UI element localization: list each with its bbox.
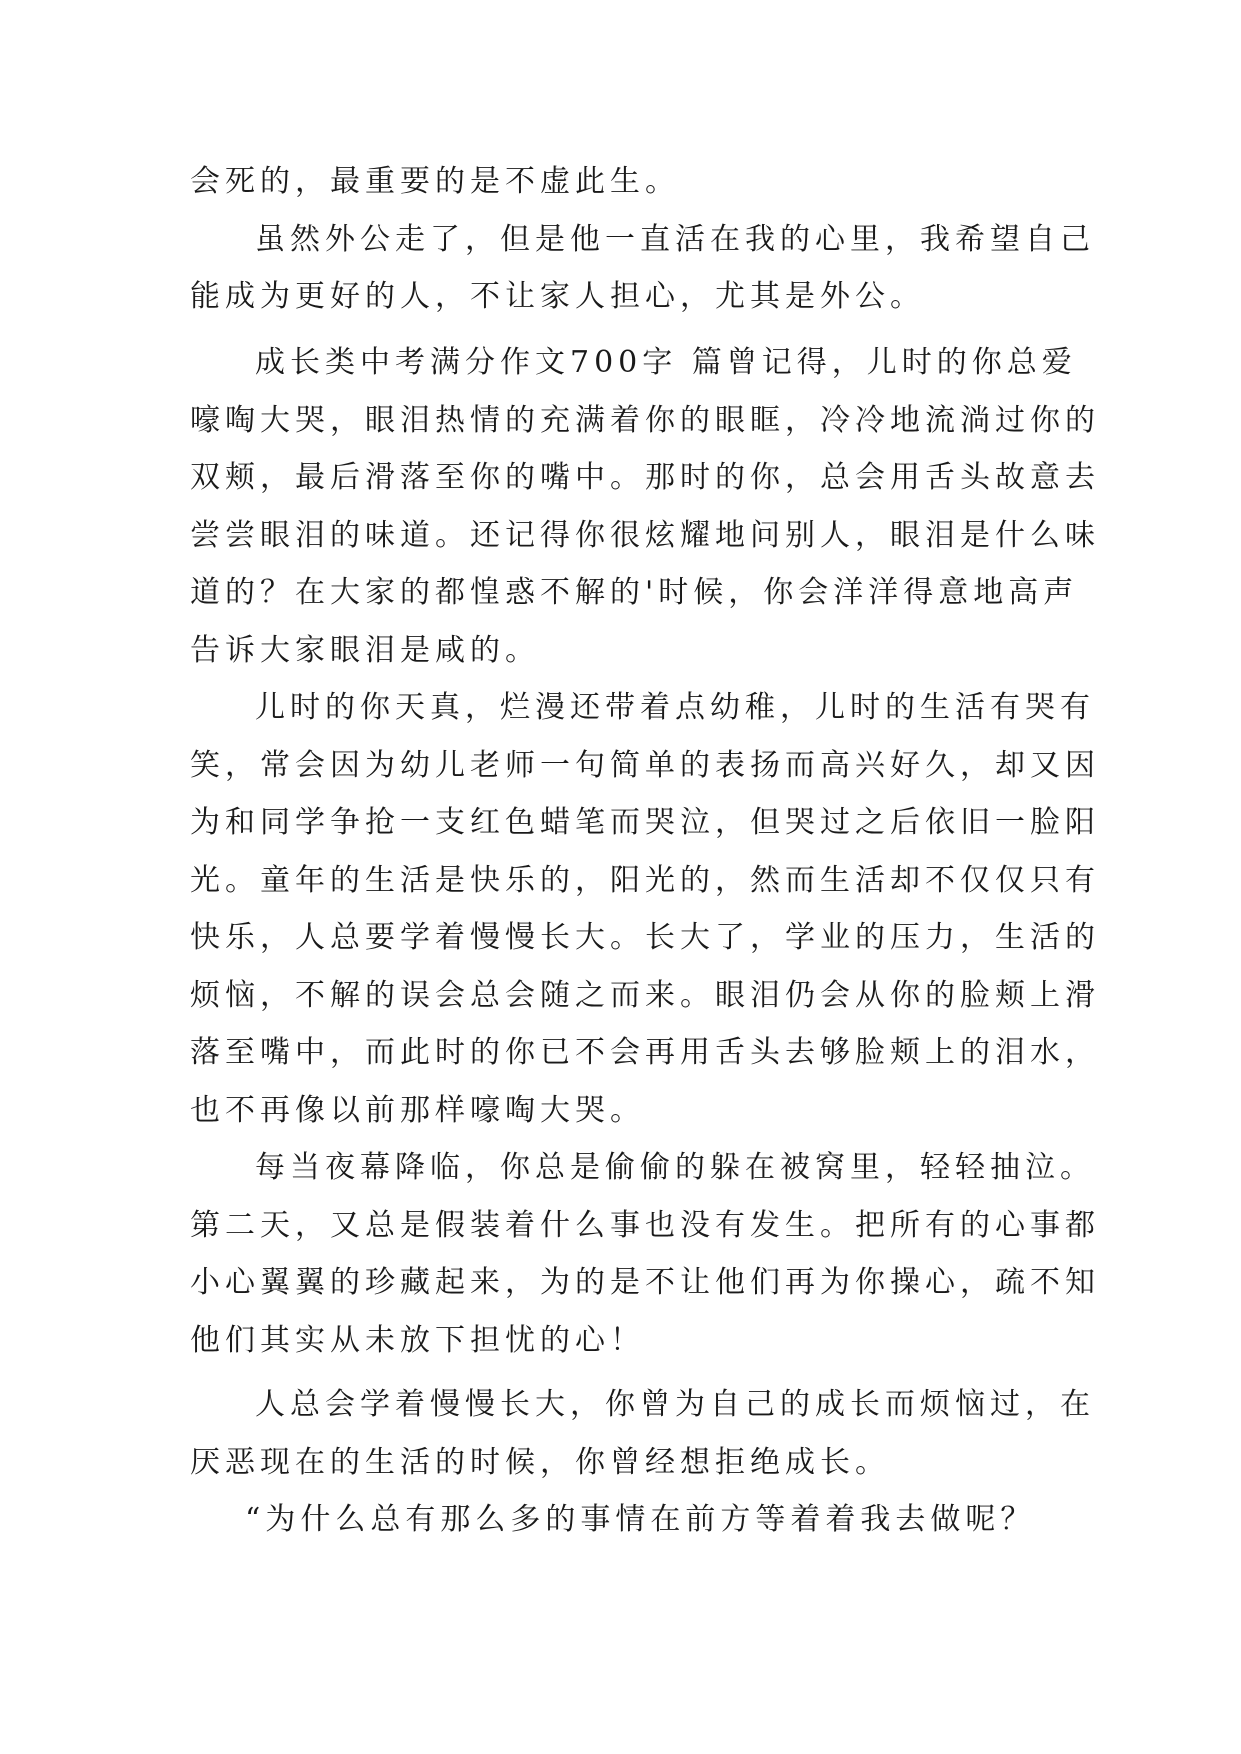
text-line: 虽然外公走了，但是他一直活在我的心里，我希望自己 xyxy=(255,222,1095,257)
text-line: 也不再像以前那样嚎啕大哭。 xyxy=(190,1093,645,1128)
text-line: 快乐，人总要学着慢慢长大。长大了，学业的压力，生活的 xyxy=(190,920,1100,955)
text-line: 儿时的你天真，烂漫还带着点幼稚，儿时的生活有哭有 xyxy=(255,690,1095,725)
text-line: 告诉大家眼泪是咸的。 xyxy=(190,633,540,668)
text-line: 尝尝眼泪的味道。还记得你很炫耀地问别人，眼泪是什么味 xyxy=(190,518,1100,553)
text-line: 第二天，又总是假装着什么事也没有发生。把所有的心事都 xyxy=(190,1208,1100,1243)
text-line: 烦恼，不解的误会总会随之而来。眼泪仍会从你的脸颊上滑 xyxy=(190,978,1100,1013)
text-line: 他们其实从未放下担忧的心！ xyxy=(190,1323,645,1358)
text-line: 嚎啕大哭，眼泪热情的充满着你的眼眶，冷冷地流淌过你的 xyxy=(190,403,1100,438)
text-line: 道的？在大家的都惶惑不解的'时候，你会洋洋得意地高声 xyxy=(190,575,1079,610)
text-line: 厌恶现在的生活的时候，你曾经想拒绝成长。 xyxy=(190,1445,890,1480)
text-line: 会死的，最重要的是不虚此生。 xyxy=(190,164,680,199)
text-line: 光。童年的生活是快乐的，阳光的，然而生活却不仅仅只有 xyxy=(190,863,1100,898)
text-line: 人总会学着慢慢长大，你曾为自己的成长而烦恼过，在 xyxy=(255,1387,1095,1422)
text-line: 双颊，最后滑落至你的嘴中。那时的你，总会用舌头故意去 xyxy=(190,460,1100,495)
text-line: 能成为更好的人，不让家人担心，尤其是外公。 xyxy=(190,279,925,314)
text-line: 落至嘴中，而此时的你已不会再用舌头去够脸颊上的泪水， xyxy=(190,1035,1100,1070)
text-line: “为什么总有那么多的事情在前方等着着我去做呢？ xyxy=(245,1502,1036,1537)
text-line: 成长类中考满分作文700字 篇曾记得，儿时的你总爱 xyxy=(255,345,1077,380)
text-line: 笑，常会因为幼儿老师一句简单的表扬而高兴好久，却又因 xyxy=(190,748,1100,783)
text-line: 为和同学争抢一支红色蜡笔而哭泣，但哭过之后依旧一脸阳 xyxy=(190,805,1100,840)
text-line: 每当夜幕降临，你总是偷偷的躲在被窝里，轻轻抽泣。 xyxy=(255,1150,1095,1185)
text-line: 小心翼翼的珍藏起来，为的是不让他们再为你操心，疏不知 xyxy=(190,1265,1100,1300)
